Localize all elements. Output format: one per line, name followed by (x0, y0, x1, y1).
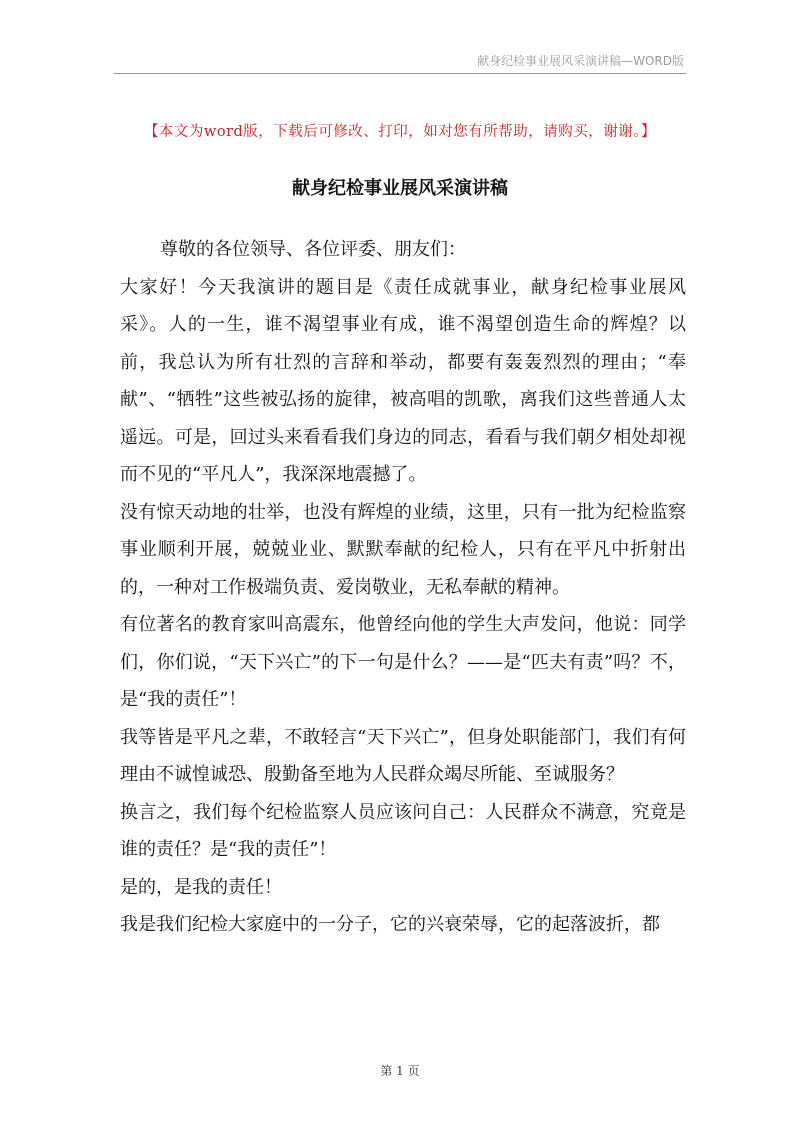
paragraph: 大家好！今天我演讲的题目是《责任成就事业，献身纪检事业展风采》。人的一生，谁不渴望事业有成，谁不渴望创造生命的辉煌？以前，我总认为所有壮烈的言辞和举动，都要有轰轰烈烈的理由；“奉献”、“牺牲”这些被弘扬的旋律，被高唱的凯歌，离我们这些普通人太遥远。可是，回过头来看看我们身边的同志，看看与我们朝夕相处却视而不见的“平凡人”，我深深地震撼了。 (120, 276, 686, 485)
paragraph: 我是我们纪检大家庭中的一分子，它的兴衰荣辱，它的起落波折，都 (120, 914, 660, 935)
download-notice: 【本文为word版，下载后可修改、打印，如对您有所帮助，请购买，谢谢。】 (143, 124, 657, 140)
paragraph: 是的，是我的责任！ (120, 876, 282, 898)
document-title: 献身纪检事业展风采演讲稿 (292, 178, 508, 199)
paragraph: 我等皆是平凡之辈，不敢轻言“天下兴亡”，但身处职能部门，我们有何理由不诚惶诚恐、殷勤备至地为人民群众竭尽所能、至诚服务？ (120, 726, 686, 785)
paragraph: 有位著名的教育家叫高震东，他曾经向他的学生大声发问，他说：同学们，你们说，“天下兴亡”的下一句是什么？——是“匹夫有责”吗？不，是“我的责任”！ (120, 614, 686, 710)
header-divider (114, 73, 686, 74)
paragraph: 没有惊天动地的壮举，也没有辉煌的业绩，这里，只有一批为纪检监察事业顺利开展，兢兢业业、默默奉献的纪检人，只有在平凡中折射出的，一种对工作极端负责、爱岗敬业，无私奉献的精神。 (120, 501, 686, 598)
page-number: 第 1 页 (380, 1064, 420, 1078)
document-body (120, 231, 686, 944)
paragraph: 换言之，我们每个纪检监察人员应该问自己：人民群众不满意，究竟是谁的责任？是“我的责任”！ (120, 801, 686, 860)
salutation: 尊敬的各位领导、各位评委、朋友们： (160, 239, 466, 260)
running-header: 献身纪检事业展风采演讲稿—WORD版 (477, 54, 684, 68)
